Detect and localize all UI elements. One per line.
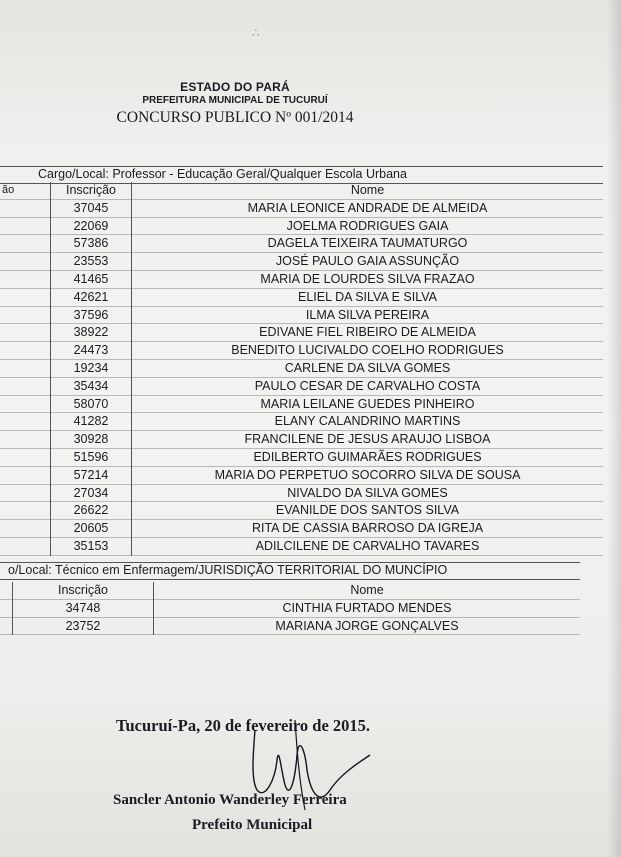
inscricao-cell: 35153: [51, 537, 132, 555]
nome-cell: JOSÉ PAULO GAIA ASSUNÇÃO: [132, 253, 604, 271]
table-row: [0, 448, 603, 466]
nome-cell: EDILBERTO GUIMARÃES RODRIGUES: [132, 448, 604, 466]
classificacao-cell: [0, 520, 51, 538]
classificacao-cell: [0, 199, 51, 217]
nome-cell: DAGELA TEIXEIRA TAUMATURGO: [132, 235, 604, 253]
classificacao-cell: [0, 270, 51, 288]
nome-cell: CARLENE DA SILVA GOMES: [132, 359, 604, 377]
classificacao-cell: [0, 253, 51, 271]
section1-table: [0, 182, 603, 556]
signer-role: Prefeito Municipal: [192, 817, 313, 833]
table-row: [0, 253, 603, 271]
classificacao-cell: [0, 466, 51, 484]
classificacao-cell: [0, 431, 51, 449]
inscricao-cell: 42621: [51, 288, 132, 306]
classificacao-cell: [0, 306, 51, 324]
state-title: ESTADO DO PARÁ: [180, 80, 290, 94]
table-row: [0, 270, 603, 288]
section2-table: [0, 582, 580, 635]
nome-cell: FRANCILENE DE JESUS ARAUJO LISBOA: [132, 431, 604, 449]
inscricao-cell: 27034: [51, 484, 132, 502]
table-row: [0, 537, 603, 555]
table-row: [0, 484, 603, 502]
table-row: [0, 359, 603, 377]
classificacao-cell: [0, 377, 51, 395]
inscricao-cell: 57214: [51, 466, 132, 484]
nome-cell: JOELMA RODRIGUES GAIA: [132, 217, 604, 235]
inscricao-cell: 19234: [51, 359, 132, 377]
section2-cargo-band: [0, 562, 580, 580]
inscricao-cell: 20605: [51, 520, 132, 538]
table-row: [0, 520, 603, 538]
nome-cell: CINTHIA FURTADO MENDES: [154, 599, 581, 617]
place-date: Tucuruí-Pa, 20 de fevereiro de 2015.: [116, 716, 371, 735]
section2-cargo-label: o/Local: Técnico em Enfermagem/JURISDIÇÃO TERRITORIAL DO MUNCÍPIO: [8, 563, 448, 577]
prefeitura-title: PREFEITURA MUNICIPAL DE TUCURUÍ: [142, 95, 328, 106]
inscricao-cell: 58070: [51, 395, 132, 413]
classificacao-cell: [0, 395, 51, 413]
table-row: [0, 199, 603, 217]
inscricao-cell: 26622: [51, 502, 132, 520]
inscricao-cell: 34748: [13, 599, 154, 617]
signer-name: Sancler Antonio Wanderley Ferreira: [113, 792, 347, 808]
col-inscricao-header: Inscrição: [51, 182, 132, 199]
nome-cell: ADILCILENE DE CARVALHO TAVARES: [132, 537, 604, 555]
section1-cargo-label: Cargo/Local: Professor - Educação Geral/Qualquer Escola Urbana: [38, 167, 407, 181]
table-row: [0, 324, 603, 342]
table-row: [0, 617, 580, 635]
classificacao-cell: [0, 217, 51, 235]
col-classificacao-header: ão: [0, 182, 51, 199]
nome-cell: ELIEL DA SILVA E SILVA: [132, 288, 604, 306]
nome-cell: MARIA LEILANE GUEDES PINHEIRO: [132, 395, 604, 413]
nome-cell: EDIVANE FIEL RIBEIRO DE ALMEIDA: [132, 324, 604, 342]
table-row: [0, 342, 603, 360]
table-row: [0, 235, 603, 253]
table-row: [0, 306, 603, 324]
nome-cell: MARIA DE LOURDES SILVA FRAZAO: [132, 270, 604, 288]
inscricao-cell: 37596: [51, 306, 132, 324]
inscricao-cell: 23553: [51, 253, 132, 271]
classificacao-cell: [0, 502, 51, 520]
classificacao-cell: [0, 537, 51, 555]
table-row: [0, 466, 603, 484]
inscricao-cell: 51596: [51, 448, 132, 466]
section2-header-row: [0, 582, 580, 599]
inscricao-cell: 30928: [51, 431, 132, 449]
nome-cell: MARIA LEONICE ANDRADE DE ALMEIDA: [132, 199, 604, 217]
classificacao-cell: [0, 235, 51, 253]
inscricao-cell: 37045: [51, 199, 132, 217]
stamp-mark: ∴: [252, 26, 260, 40]
nome-cell: ILMA SILVA PEREIRA: [132, 306, 604, 324]
table-row: [0, 395, 603, 413]
table-row: [0, 413, 603, 431]
nome-cell: RITA DE CASSIA BARROSO DA IGREJA: [132, 520, 604, 538]
nome-cell: PAULO CESAR DE CARVALHO COSTA: [132, 377, 604, 395]
col-nome-header: Nome: [154, 582, 581, 599]
inscricao-cell: 22069: [51, 217, 132, 235]
page-edge-shadow: [607, 0, 621, 857]
col-inscricao-header: Inscrição: [13, 582, 154, 599]
nome-cell: MARIANA JORGE GONÇALVES: [154, 617, 581, 635]
classificacao-cell: [0, 324, 51, 342]
classificacao-cell: [0, 448, 51, 466]
concurso-title: CONCURSO PUBLICO Nº 001/2014: [116, 109, 354, 126]
table-row: [0, 288, 603, 306]
table-row: [0, 599, 580, 617]
inscricao-cell: 57386: [51, 235, 132, 253]
classificacao-cell: [0, 342, 51, 360]
table-row: [0, 377, 603, 395]
col-classificacao-header: [0, 582, 13, 599]
table-row: [0, 502, 603, 520]
inscricao-cell: 35434: [51, 377, 132, 395]
inscricao-cell: 41282: [51, 413, 132, 431]
classificacao-cell: [0, 413, 51, 431]
table-row: [0, 431, 603, 449]
classificacao-cell: [0, 288, 51, 306]
classificacao-cell: [0, 484, 51, 502]
classificacao-cell: [0, 359, 51, 377]
inscricao-cell: 23752: [13, 617, 154, 635]
nome-cell: ELANY CALANDRINO MARTINS: [132, 413, 604, 431]
inscricao-cell: 24473: [51, 342, 132, 360]
classificacao-cell: [0, 599, 13, 617]
table-row: [0, 217, 603, 235]
nome-cell: NIVALDO DA SILVA GOMES: [132, 484, 604, 502]
nome-cell: BENEDITO LUCIVALDO COELHO RODRIGUES: [132, 342, 604, 360]
col-nome-header: Nome: [132, 182, 604, 199]
inscricao-cell: 38922: [51, 324, 132, 342]
nome-cell: MARIA DO PERPETUO SOCORRO SILVA DE SOUSA: [132, 466, 604, 484]
section1-header-row: [0, 182, 603, 199]
inscricao-cell: 41465: [51, 270, 132, 288]
nome-cell: EVANILDE DOS SANTOS SILVA: [132, 502, 604, 520]
classificacao-cell: [0, 617, 13, 635]
